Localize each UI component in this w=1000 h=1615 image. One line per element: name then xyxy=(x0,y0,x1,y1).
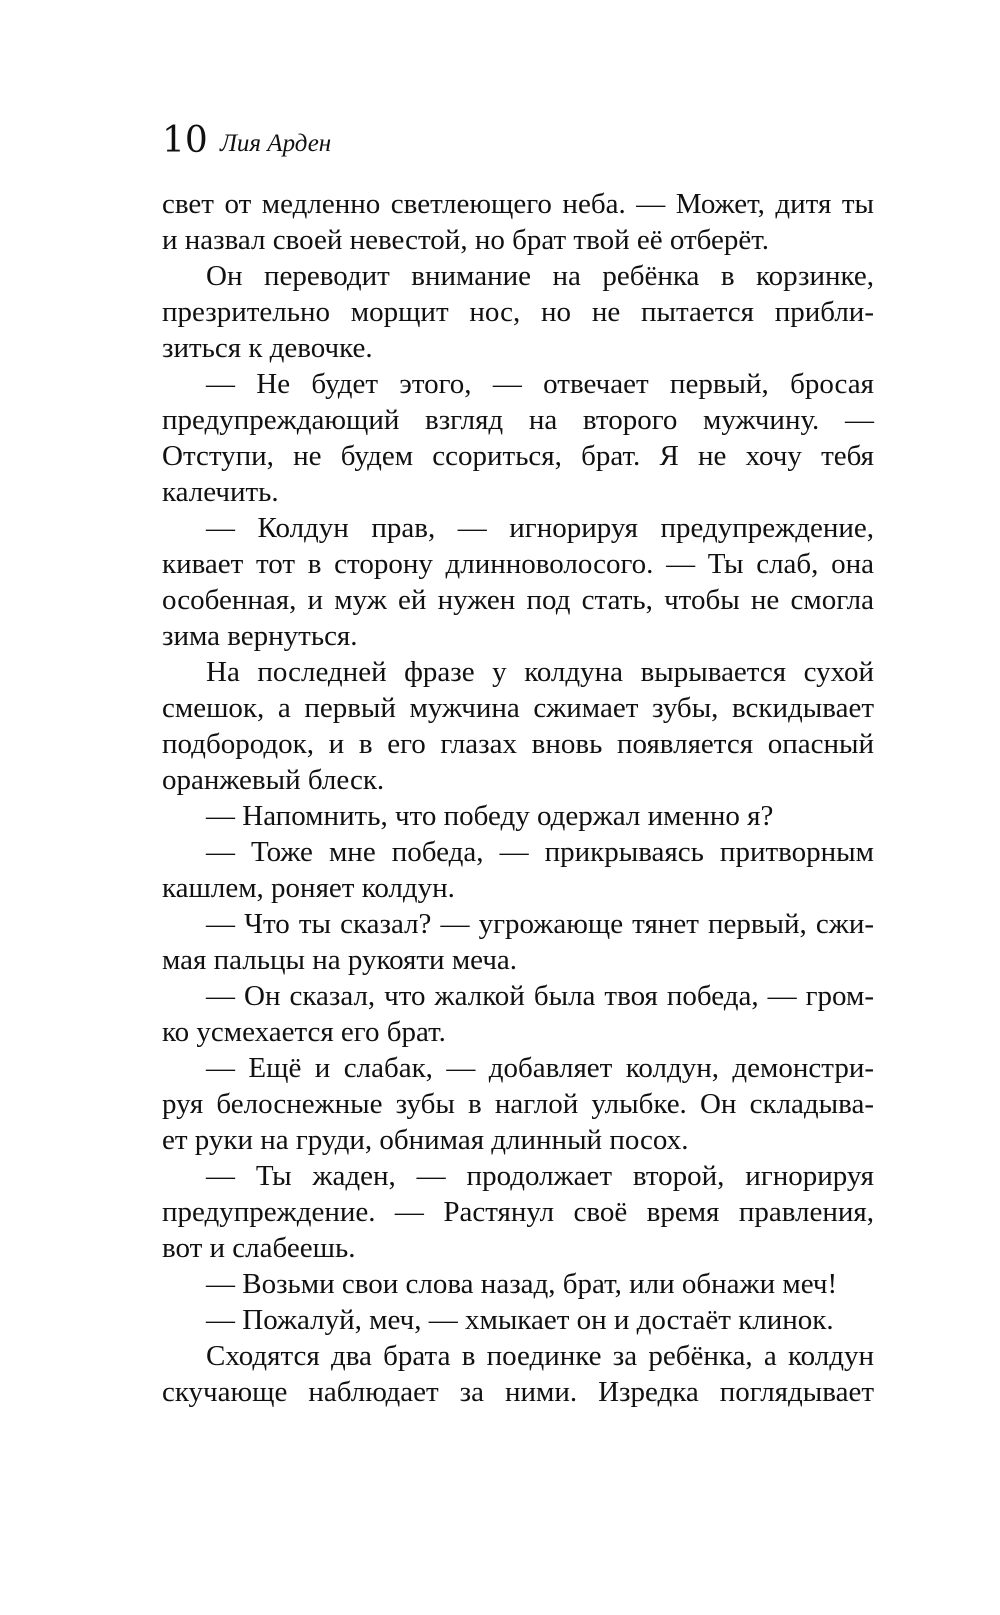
text-line: скучающе наблюдает за ними. Изредка поглядывает xyxy=(162,1376,874,1408)
text-line: руя белоснежные зубы в наглой улыбке. Он складыва- xyxy=(162,1088,874,1120)
text-line: подбородок, и в его глазах вновь появляется опасный xyxy=(162,728,874,760)
text-line: — Пожалуй, меч, — хмыкает он и достаёт клинок. xyxy=(206,1304,834,1336)
text-line: — Не будет этого, — отвечает первый, бросая xyxy=(206,368,874,400)
text-line: вот и слабеешь. xyxy=(162,1232,356,1264)
text-line: — Он сказал, что жалкой была твоя победа, — гром- xyxy=(206,980,874,1012)
body-text xyxy=(162,186,874,1410)
text-line: — Колдун прав, — игнорируя предупреждение, xyxy=(206,512,874,544)
text-line: — Напомнить, что победу одержал именно я? xyxy=(206,800,774,832)
text-line: Отступи, не будем ссориться, брат. Я не хочу тебя xyxy=(162,440,874,472)
text-line: калечить. xyxy=(162,476,279,508)
text-line: На последней фразе у колдуна вырывается сухой xyxy=(206,656,874,688)
text-line: Он переводит внимание на ребёнка в корзинке, xyxy=(206,260,874,292)
text-line: кашлем, роняет колдун. xyxy=(162,872,455,904)
text-line: оранжевый блеск. xyxy=(162,764,385,796)
text-line: — Возьми свои слова назад, брат, или обнажи меч! xyxy=(206,1268,838,1300)
page-number: 10 xyxy=(162,120,208,161)
text-line: предупреждающий взгляд на второго мужчину. — xyxy=(162,404,874,436)
text-line: ет руки на груди, обнимая длинный посох. xyxy=(162,1124,689,1156)
text-line: мая пальцы на рукояти меча. xyxy=(162,944,518,976)
text-line: — Тоже мне победа, — прикрываясь притворным xyxy=(206,836,874,868)
text-line: — Ещё и слабак, — добавляет колдун, демонстри- xyxy=(206,1052,874,1084)
text-line: зиться к девочке. xyxy=(162,332,373,364)
text-line: кивает тот в сторону длинноволосого. — Ты слаб, она xyxy=(162,548,874,580)
text-line: ко усмехается его брат. xyxy=(162,1016,446,1048)
text-line: зима вернуться. xyxy=(162,620,358,652)
text-line: свет от медленно светлеющего неба. — Может, дитя ты xyxy=(162,188,874,220)
text-line: — Что ты сказал? — угрожающе тянет первый, сжи- xyxy=(206,908,874,940)
text-line: — Ты жаден, — продолжает второй, игнорируя xyxy=(206,1160,874,1192)
text-line: предупреждение. — Растянул своё время правления, xyxy=(162,1196,874,1228)
text-line: и назвал своей невестой, но брат твой её отберёт. xyxy=(162,224,769,256)
text-line: презрительно морщит нос, но не пытается прибли- xyxy=(162,296,874,328)
text-line: Сходятся два брата в поединке за ребёнка, а колдун xyxy=(206,1340,874,1372)
text-line: особенная, и муж ей нужен под стать, чтобы не смогла xyxy=(162,584,874,616)
running-head-author: Лия Арден xyxy=(220,130,332,157)
text-line: смешок, а первый мужчина сжимает зубы, вскидывает xyxy=(162,692,874,724)
